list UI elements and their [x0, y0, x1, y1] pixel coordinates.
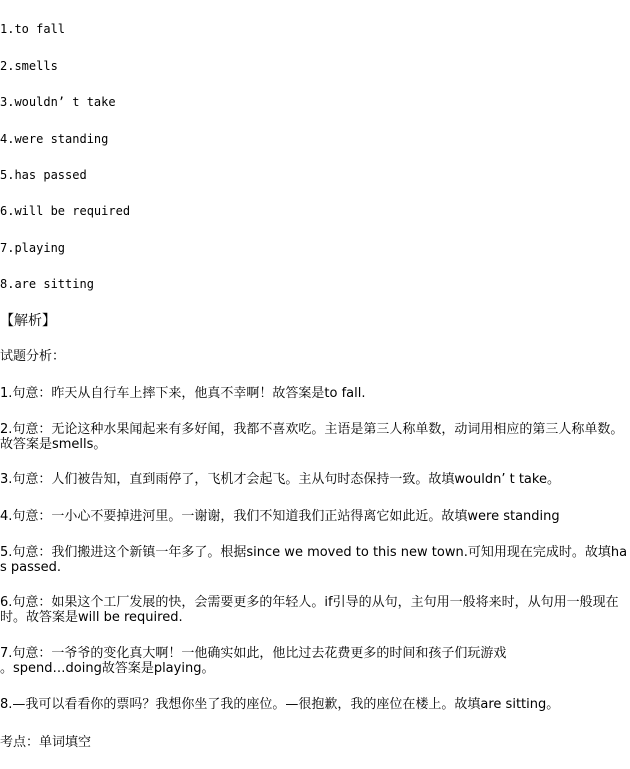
- explanation-2: 2.句意：无论这种水果闻起来有多好闻，我都不喜欢吃。主语是第三人称单数，动词用相应的第三人称单数。故答案是smells。: [0, 422, 624, 452]
- explanation-4: 4.句意：一小心不要掉进河里。一谢谢，我们不知道我们正站得离它如此近。故填were standing: [0, 509, 560, 524]
- analysis-intro: 试题分析：: [0, 349, 66, 364]
- answer-6: 6.will be required: [0, 204, 131, 218]
- answer-8: 8.are sitting: [0, 277, 94, 291]
- explanation-7-continued: 。spend…doing故答案是playing。: [0, 661, 215, 676]
- kaodian: 考点：单词填空: [0, 735, 92, 750]
- explanation-1: 1.句意：昨天从自行车上摔下来，他真不幸啊！故答案是to fall.: [0, 386, 366, 401]
- answer-1: 1.to fall: [0, 22, 66, 36]
- explanation-3: 3.句意：人们被告知，直到雨停了，飞机才会起飞。主从句时态保持一致。故填wouldn’ t take。: [0, 472, 560, 487]
- explanation-6: 6.句意：如果这个工厂发展的快，会需要更多的年轻人。if引导的从句，主句用一般将来时，从句用一般现在时。故答案是will be required.: [0, 595, 619, 625]
- explanation-7: 7.句意：一爷爷的变化真大啊！一他确实如此，他比过去花费更多的时间和孩子们玩游戏: [0, 646, 507, 661]
- answer-7: 7.playing: [0, 241, 66, 255]
- explanation-5: 5.句意：我们搬进这个新镇一年多了。根据since we moved to this new town.可知用现在完成时。故填has passed.: [0, 545, 628, 575]
- answer-5: 5.has passed: [0, 168, 87, 182]
- answer-3: 3.wouldn’ t take: [0, 95, 116, 109]
- explanation-8: 8.—我可以看看你的票吗？我想你坐了我的座位。—很抱歉，我的座位在楼上。故填are sitting。: [0, 697, 560, 712]
- analysis-heading: 【解析】: [0, 313, 56, 329]
- answer-4: 4.were standing: [0, 132, 109, 146]
- answer-2: 2.smells: [0, 59, 58, 73]
